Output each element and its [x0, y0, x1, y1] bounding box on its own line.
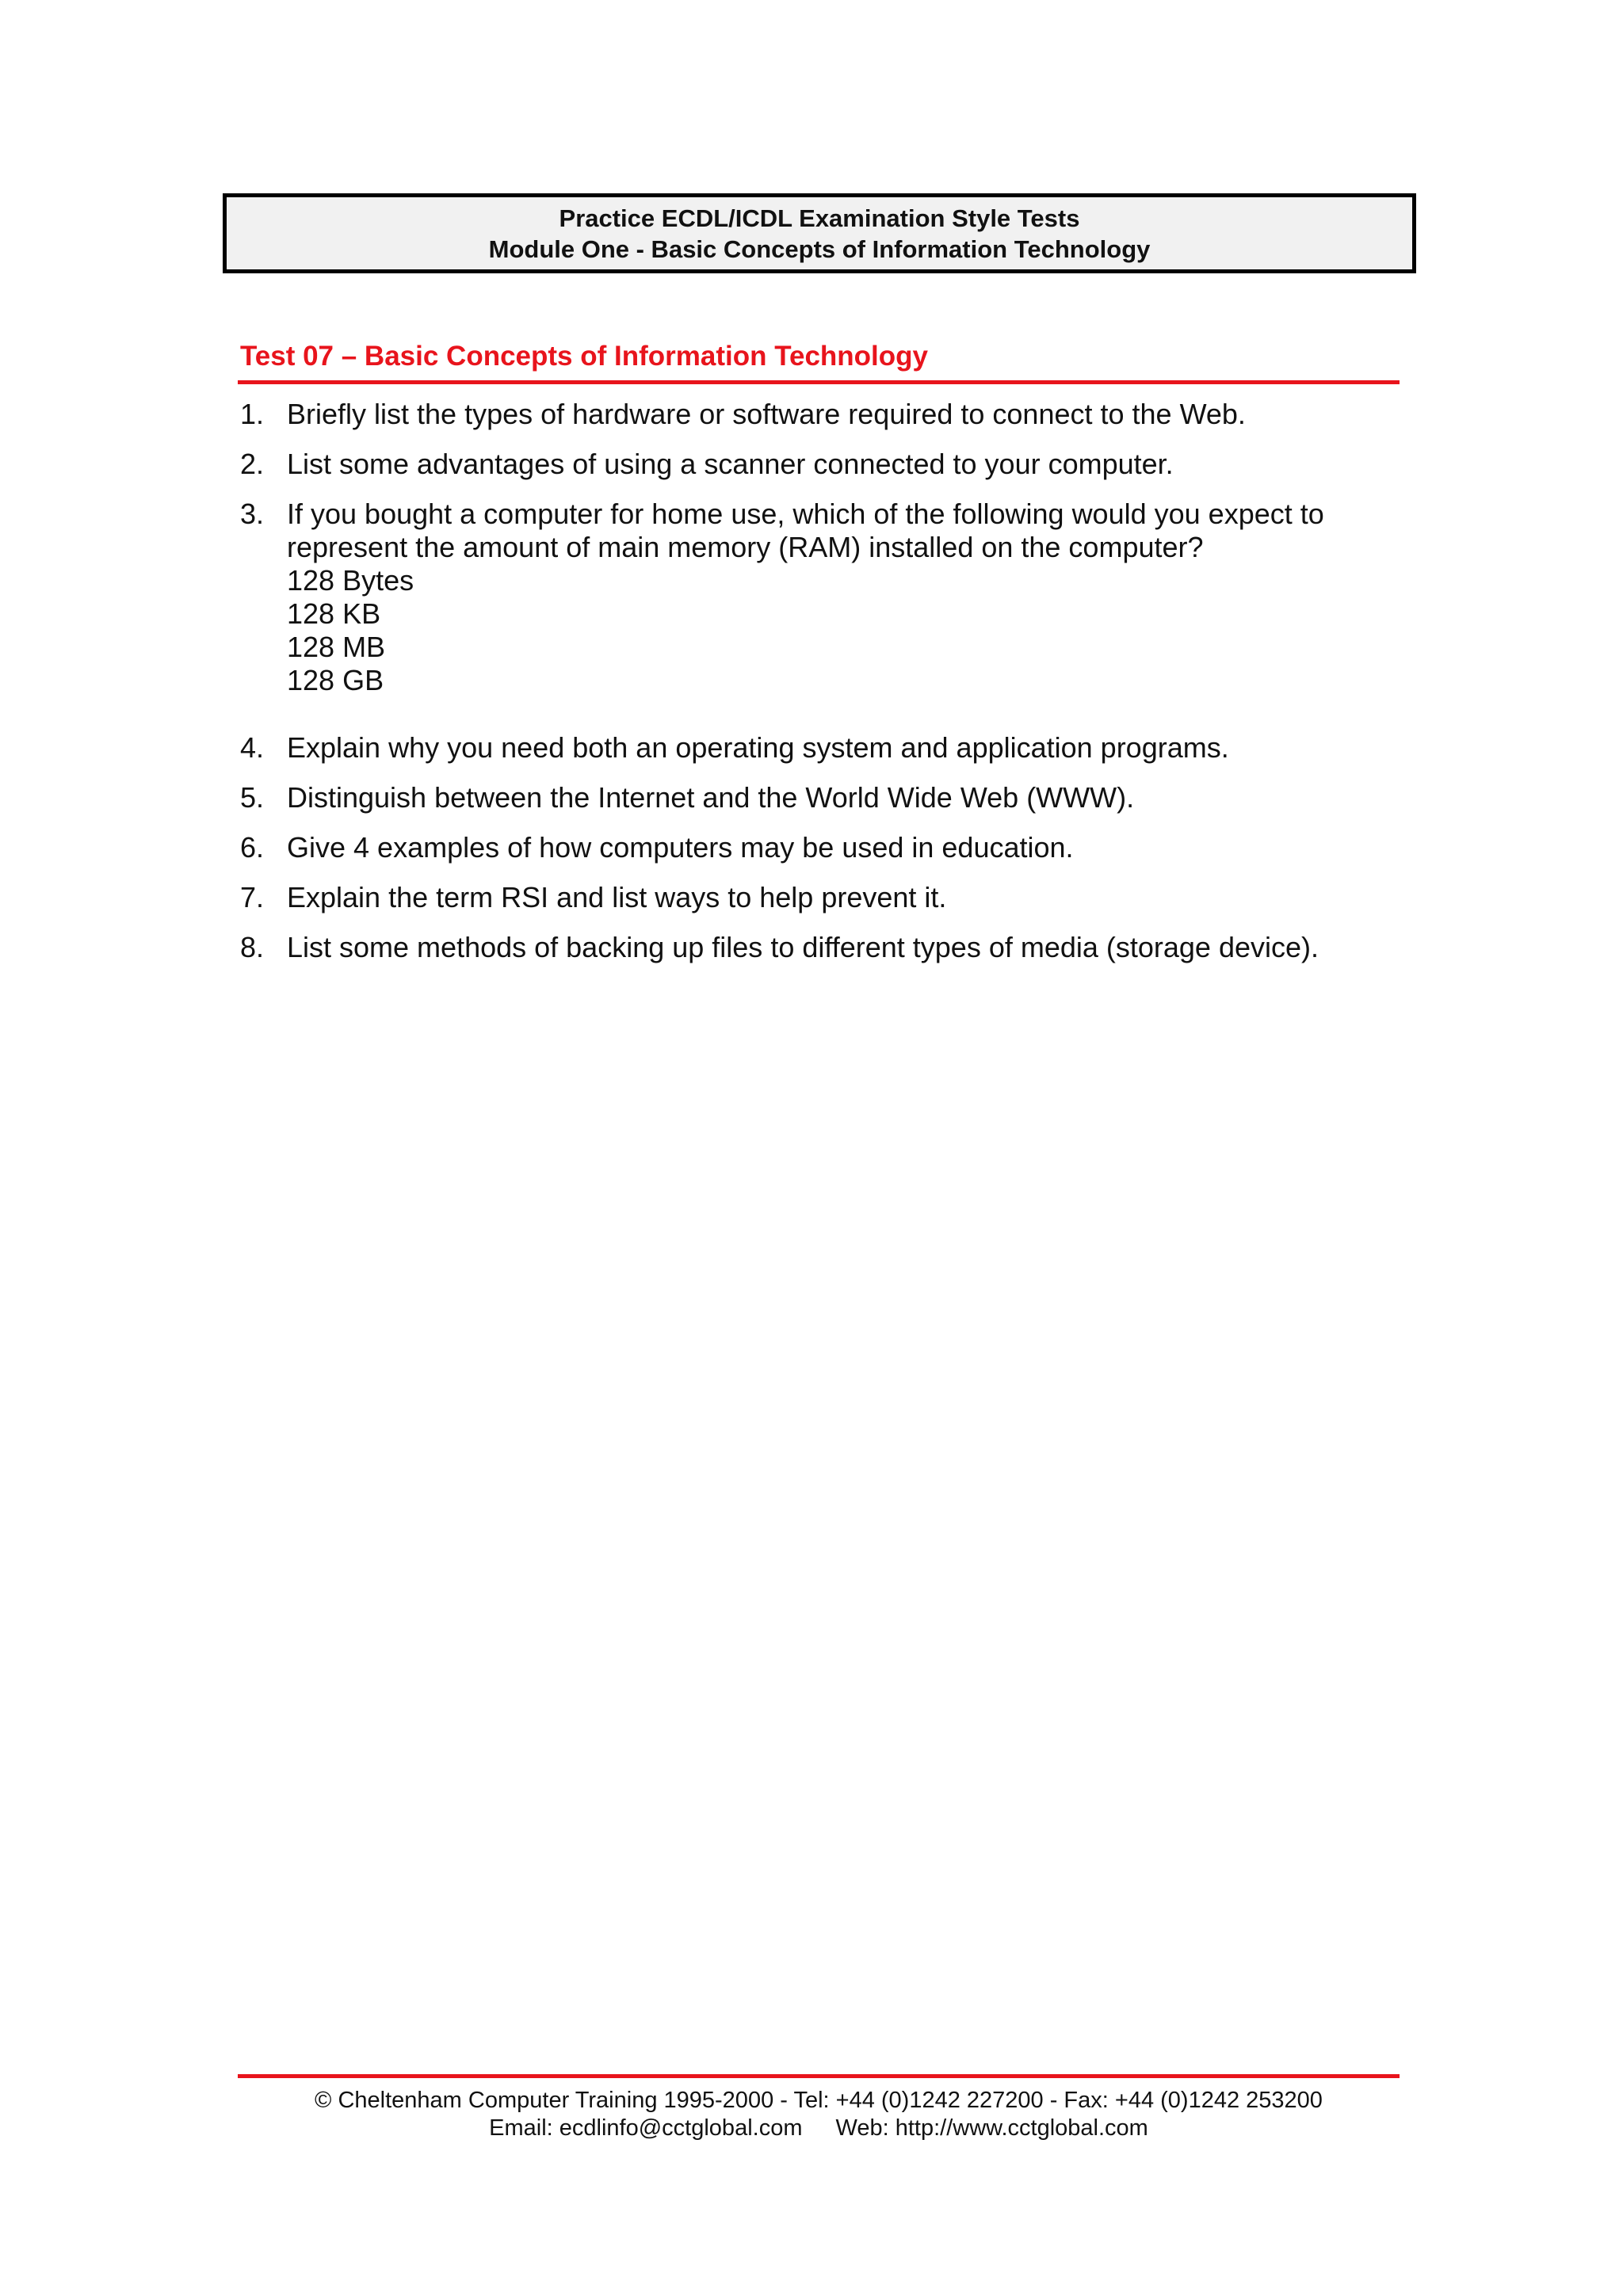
question-number: 6.: [240, 831, 265, 864]
question-text: Explain the term RSI and list ways to help prevent it.: [287, 881, 947, 913]
header-subtitle: Module One - Basic Concepts of Information Technology: [488, 235, 1151, 263]
question-number: 5.: [240, 781, 265, 814]
question-item: [240, 881, 1397, 914]
question-text: If you bought a computer for home use, which of the following would you expect to represent the amount of main memory (RAM) installed on the computer?: [287, 498, 1324, 563]
question-text: List some advantages of using a scanner connected to your computer.: [287, 448, 1174, 480]
question-item: [240, 731, 1397, 765]
question-text: Give 4 examples of how computers may be used in education.: [287, 831, 1074, 864]
title-divider: [238, 380, 1400, 384]
question-text: List some methods of backing up files to different types of media (storage device).: [287, 931, 1319, 963]
header-title: Practice ECDL/ICDL Examination Style Tests: [559, 204, 1080, 232]
answer-option: 128 KB: [287, 597, 381, 630]
footer-email: Email: ecdlinfo@cctglobal.com: [489, 2115, 803, 2141]
question-text: Explain why you need both an operating system and application programs.: [287, 731, 1229, 764]
question-item: [240, 931, 1397, 964]
footer-copyright: © Cheltenham Computer Training 1995-2000 - Tel: +44 (0)1242 227200 - Fax: +44 (0)1242 253200: [315, 2088, 1323, 2113]
question-item: [240, 448, 1397, 481]
question-number: 8.: [240, 931, 265, 963]
footer-contact: [238, 2115, 1400, 2142]
answer-option: 128 MB: [287, 631, 386, 663]
question-item: [240, 498, 1397, 697]
question-list: [240, 398, 1397, 981]
question-text: Briefly list the types of hardware or software required to connect to the Web.: [287, 398, 1246, 430]
question-item: [240, 831, 1397, 864]
page-footer: [238, 2087, 1400, 2142]
question-number: 3.: [240, 498, 265, 530]
document-header-box: [223, 193, 1416, 273]
footer-divider: [238, 2074, 1400, 2078]
question-number: 2.: [240, 448, 265, 480]
question-text: Distinguish between the Internet and the World Wide Web (WWW).: [287, 781, 1135, 814]
answer-option: 128 Bytes: [287, 564, 414, 597]
test-title: Test 07 – Basic Concepts of Information Technology: [240, 341, 929, 372]
question-item: [240, 781, 1397, 814]
footer-web: Web: http://www.cctglobal.com: [835, 2115, 1148, 2141]
answer-option: 128 GB: [287, 664, 384, 696]
question-item: [240, 398, 1397, 431]
answer-options: [287, 564, 1397, 697]
question-number: 4.: [240, 731, 265, 764]
question-number: 7.: [240, 881, 265, 913]
question-number: 1.: [240, 398, 265, 430]
